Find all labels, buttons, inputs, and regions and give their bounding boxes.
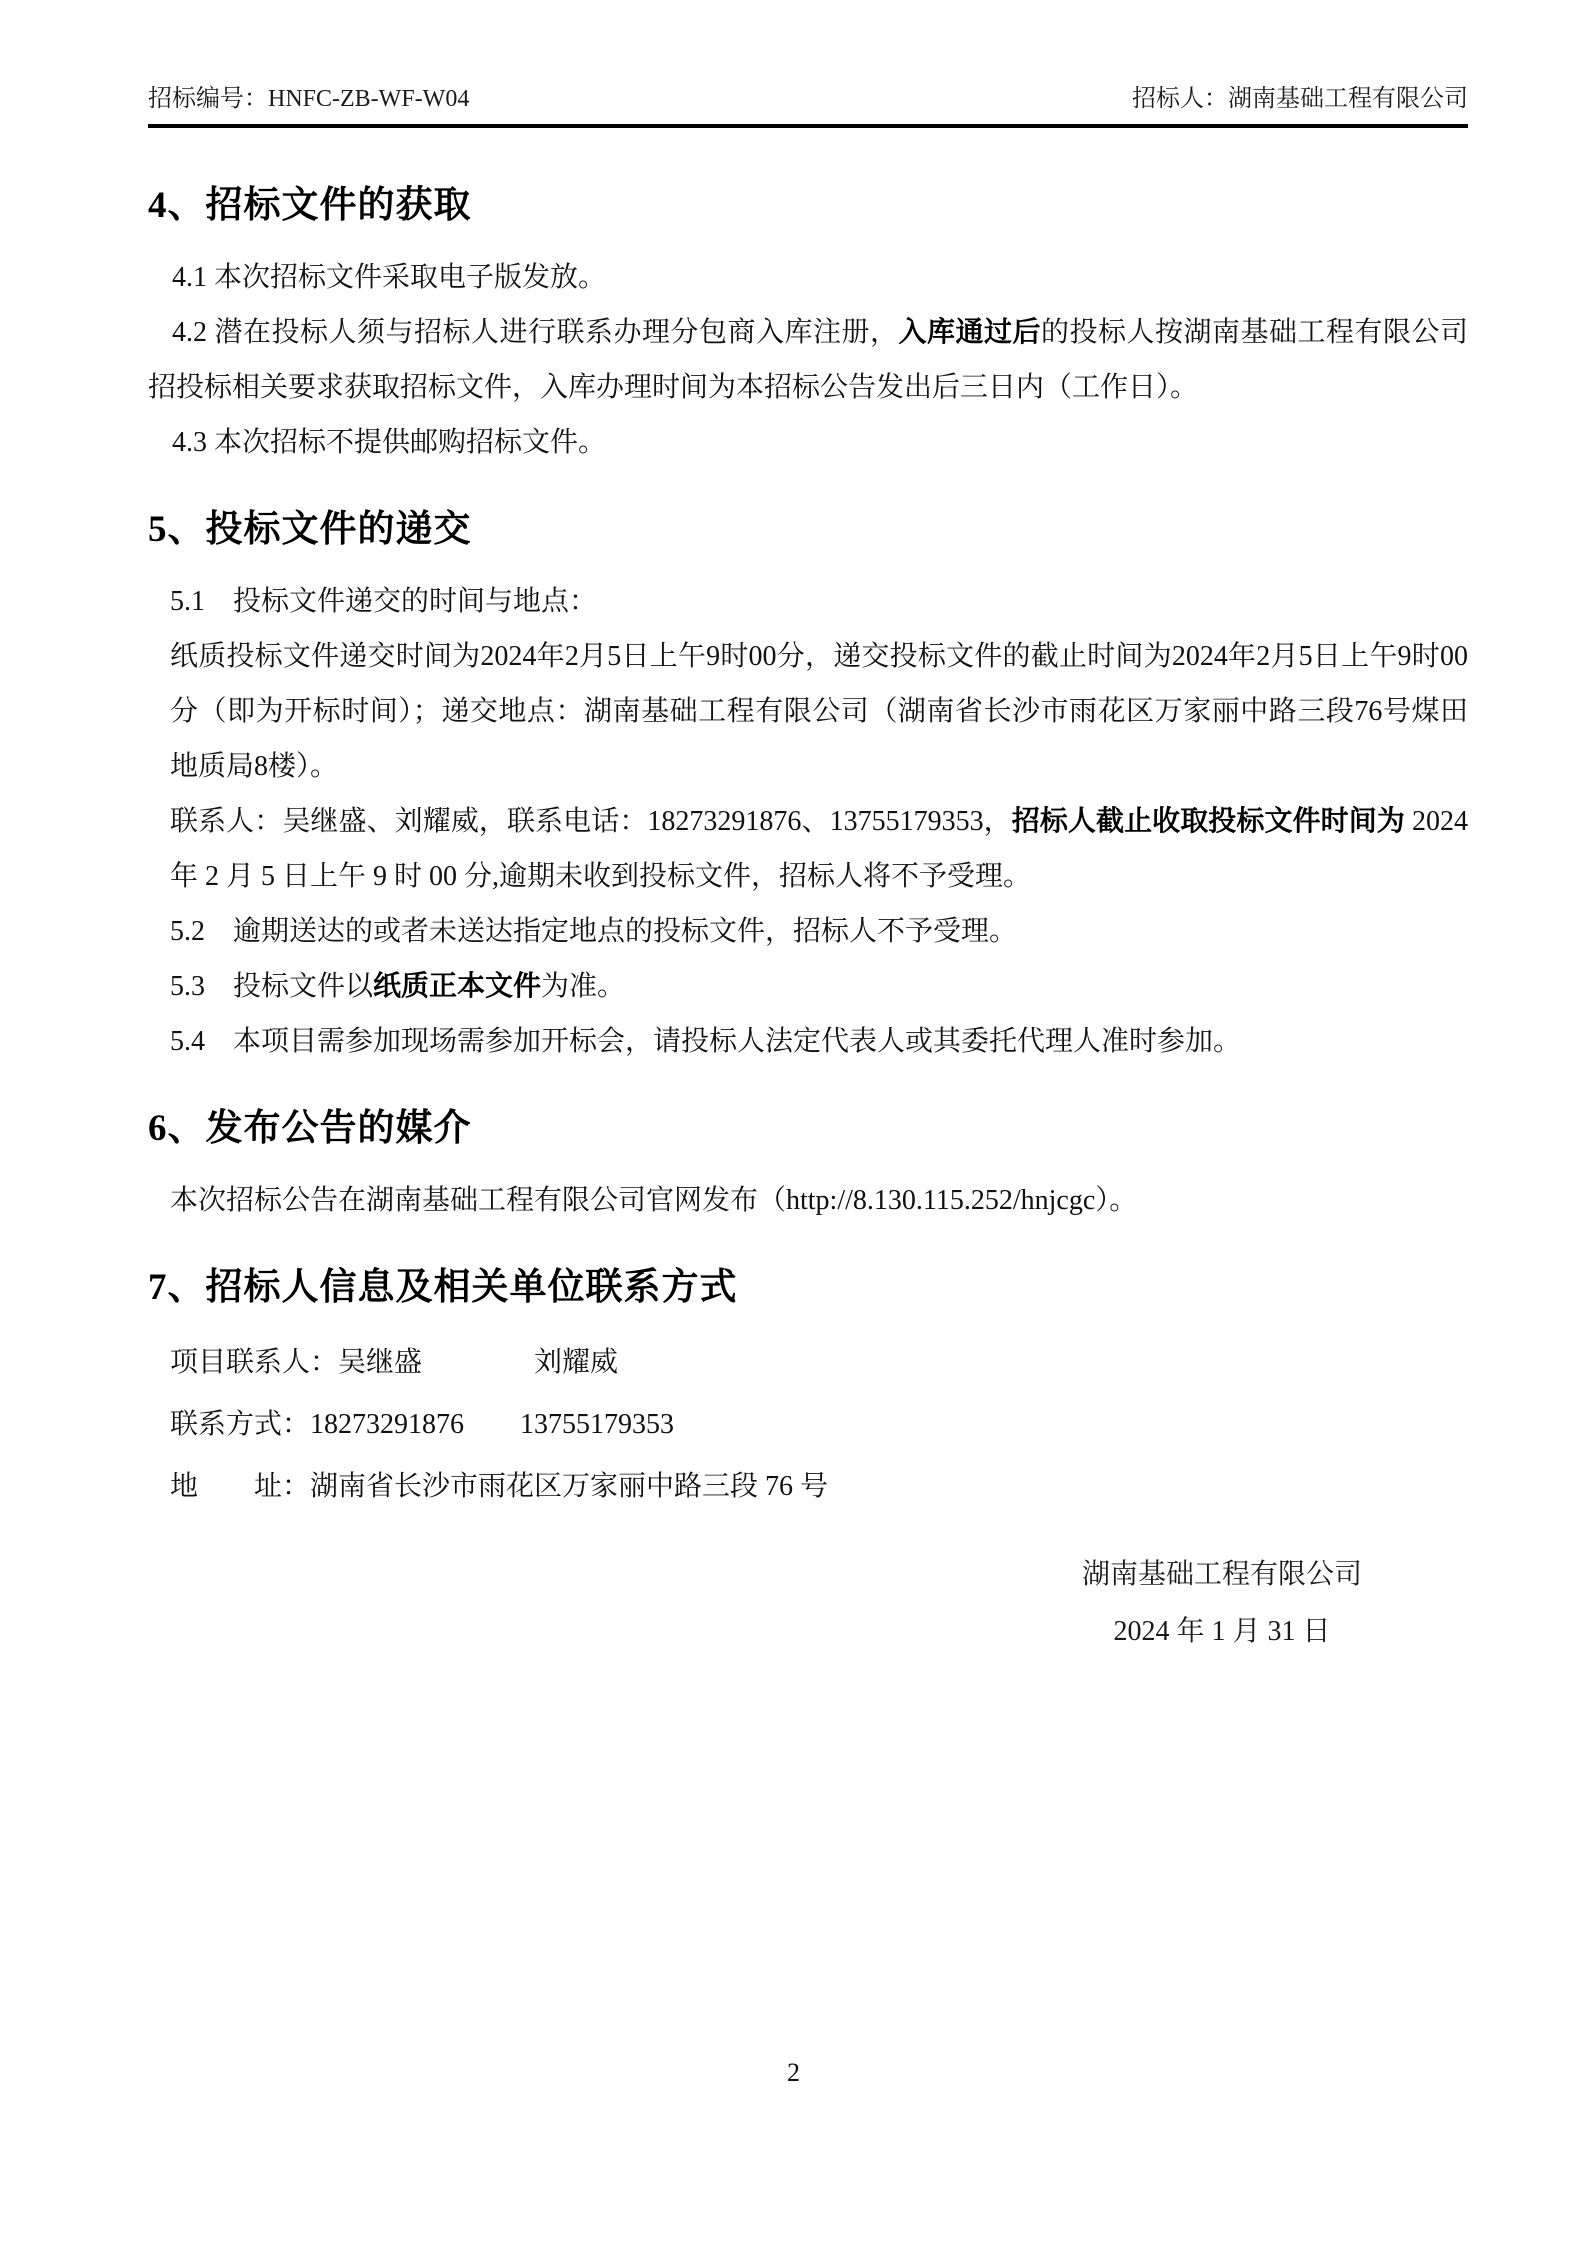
signature-company: 湖南基础工程有限公司 (1081, 1559, 1362, 1590)
page-header (148, 84, 1468, 128)
section-4-title: 4、招标文件的获取 (148, 185, 472, 226)
clause-5-1-contact-run-bold: 招标人截止收取投标文件时间为 (1011, 806, 1405, 837)
clause-5-3-run-3: 为准。 (541, 971, 626, 1002)
clause-4-2-run-3: 的投标人按湖南基础工程有限公司招投标相关要求获取招标文件，入库办理时间为本招标公告发出后三日内（工作日）。 (148, 317, 1468, 403)
section-7-title: 7、招标人信息及相关单位联系方式 (148, 1267, 738, 1308)
project-contact-row: 项目联系人：吴继盛 刘耀威 (170, 1347, 619, 1378)
clause-5-2: 5.2 逾期送达的或者未送达指定地点的投标文件，招标人不予受理。 (170, 916, 1018, 947)
clause-5-3-run-bold: 纸质正本文件 (373, 971, 542, 1002)
contact-info-rows (148, 1332, 1468, 1518)
clause-5-3 (170, 959, 1468, 1014)
clause-5-1-heading: 5.1 投标文件递交的时间与地点： (170, 586, 598, 617)
section-6-title: 6、发布公告的媒介 (148, 1108, 472, 1149)
clause-4-2-run-1: 4.2 潜在投标人须与招标人进行联系办理分包商入库注册， (172, 317, 899, 348)
clause-5-1-contact (170, 794, 1468, 904)
section-6-body: 本次招标公告在湖南基础工程有限公司官网发布（http://8.130.115.252/hnjcgc）。 (170, 1185, 1138, 1216)
clause-4-2-run-bold: 入库通过后 (898, 317, 1041, 348)
clause-4-2 (148, 305, 1468, 415)
address-row: 地 址：湖南省长沙市雨花区万家丽中路三段 76 号 (170, 1471, 829, 1502)
contact-phone-row: 联系方式：18273291876 13755179353 (170, 1409, 675, 1440)
clause-5-4: 5.4 本项目需参加现场需参加开标会，请投标人法定代表人或其委托代理人准时参加。 (170, 1026, 1242, 1057)
clause-5-1-contact-run-3: 2024 年 2 月 5 日上午 9 时 00 分,逾期未收到投标文件，招标人将不予受理。 (170, 806, 1468, 892)
page-number: 2 (787, 2058, 800, 2087)
clause-5-1-contact-run-1: 联系人：吴继盛、刘耀威，联系电话：18273291876、13755179353， (170, 806, 1012, 837)
document-body (148, 158, 1468, 1660)
section-5-title: 5、投标文件的递交 (148, 509, 472, 550)
tender-number-label: 招标编号：HNFC-ZB-WF-W04 (148, 86, 470, 112)
clause-4-3: 4.3 本次招标不提供邮购招标文件。 (172, 427, 607, 458)
clause-5-1-body: 纸质投标文件递交时间为2024年2月5日上午9时00分，递交投标文件的截止时间为2024年2月5日上午9时00分（即为开标时间）；递交地点：湖南基础工程有限公司（湖南省长沙市雨花区万家丽中路三段76号煤田地质局8楼）。 (170, 641, 1468, 782)
clause-4-1: 4.1 本次招标文件采取电子版发放。 (172, 262, 607, 293)
signature-date: 2024 年 1 月 31 日 (1113, 1616, 1331, 1647)
tenderer-label: 招标人：湖南基础工程有限公司 (1132, 86, 1468, 112)
signature-block (976, 1546, 1468, 1660)
clause-5-3-run-1: 5.3 投标文件以 (170, 971, 374, 1002)
